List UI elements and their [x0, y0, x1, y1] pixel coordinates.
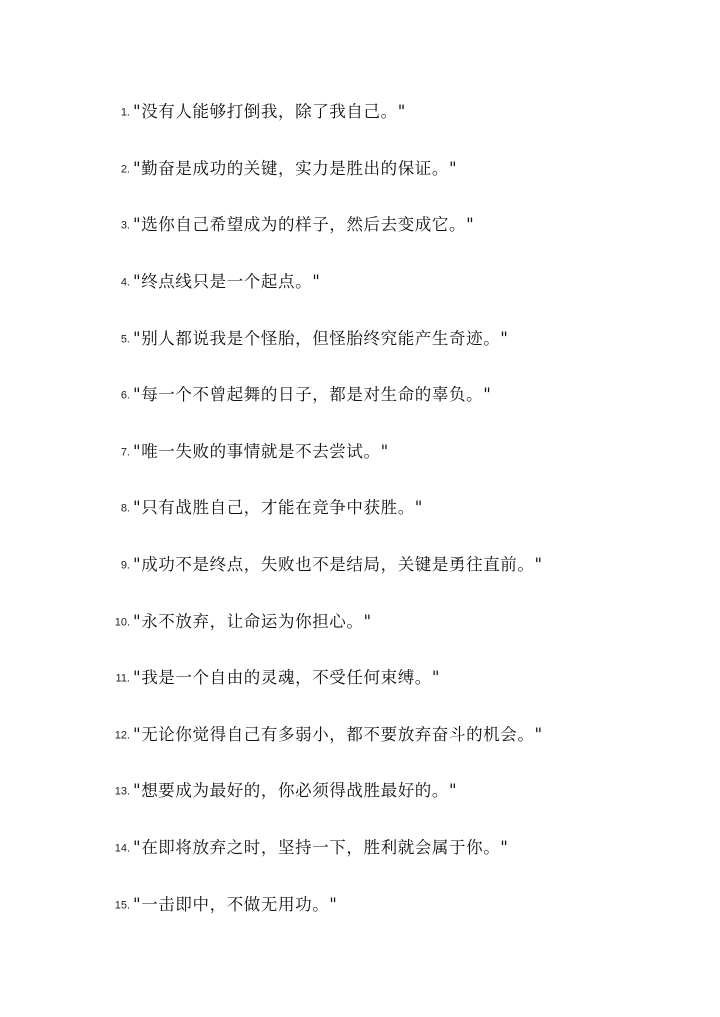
- quote-text: "选你自己希望成为的样子，然后去变成它。": [133, 215, 475, 235]
- quote-item: [0, 535, 720, 592]
- quote-item: [0, 422, 720, 479]
- quote-list: [0, 82, 720, 931]
- quote-number: 3.: [120, 219, 130, 232]
- quote-item: [0, 818, 720, 875]
- quote-text: "我是一个自由的灵魂，不受任何束缚。": [133, 668, 441, 688]
- quote-number: 6.: [120, 389, 130, 402]
- quote-text: "终点线只是一个起点。": [133, 272, 321, 292]
- quote-number: 10.: [114, 616, 130, 629]
- quote-item: [0, 705, 720, 762]
- quote-text: "成功不是终点，失败也不是结局，关键是勇往直前。": [133, 555, 543, 575]
- quote-text: "没有人能够打倒我，除了我自己。": [133, 102, 406, 122]
- quote-item: [0, 478, 720, 535]
- quote-item: [0, 365, 720, 422]
- quote-item: [0, 82, 720, 139]
- quote-text: "一击即中，不做无用功。": [133, 894, 338, 914]
- quote-item: [0, 591, 720, 648]
- quote-item: [0, 308, 720, 365]
- quote-number: 1.: [120, 106, 130, 119]
- quote-item: [0, 874, 720, 931]
- quote-text: "唯一失败的事情就是不去尝试。": [133, 441, 389, 461]
- quote-number: 8.: [120, 502, 130, 515]
- quote-number: 2.: [120, 163, 130, 176]
- quote-text: "别人都说我是个怪胎，但怪胎终究能产生奇迹。": [133, 328, 509, 348]
- quote-item: [0, 648, 720, 705]
- quote-number: 12.: [114, 729, 130, 742]
- quote-number: 14.: [114, 842, 130, 855]
- quote-number: 9.: [120, 559, 130, 572]
- quote-number: 11.: [115, 672, 130, 685]
- quote-text: "永不放弃，让命运为你担心。": [133, 611, 372, 631]
- quote-text: "只有战胜自己，才能在竞争中获胜。": [133, 498, 423, 518]
- quote-text: "想要成为最好的，你必须得战胜最好的。": [133, 781, 458, 801]
- quote-number: 15.: [114, 899, 130, 912]
- quote-item: [0, 139, 720, 196]
- quote-text: "无论你觉得自己有多弱小，都不要放弃奋斗的机会。": [133, 724, 543, 744]
- quote-item: [0, 195, 720, 252]
- quote-text: "在即将放弃之时，坚持一下，胜利就会属于你。": [133, 838, 509, 858]
- quote-number: 7.: [120, 446, 130, 459]
- quote-item: [0, 761, 720, 818]
- quote-number: 13.: [114, 785, 130, 798]
- quote-item: [0, 252, 720, 309]
- quote-number: 4.: [120, 276, 130, 289]
- quote-number: 5.: [120, 333, 130, 346]
- quote-text: "勤奋是成功的关键，实力是胜出的保证。": [133, 158, 458, 178]
- quote-text: "每一个不曾起舞的日子，都是对生命的辜负。": [133, 385, 492, 405]
